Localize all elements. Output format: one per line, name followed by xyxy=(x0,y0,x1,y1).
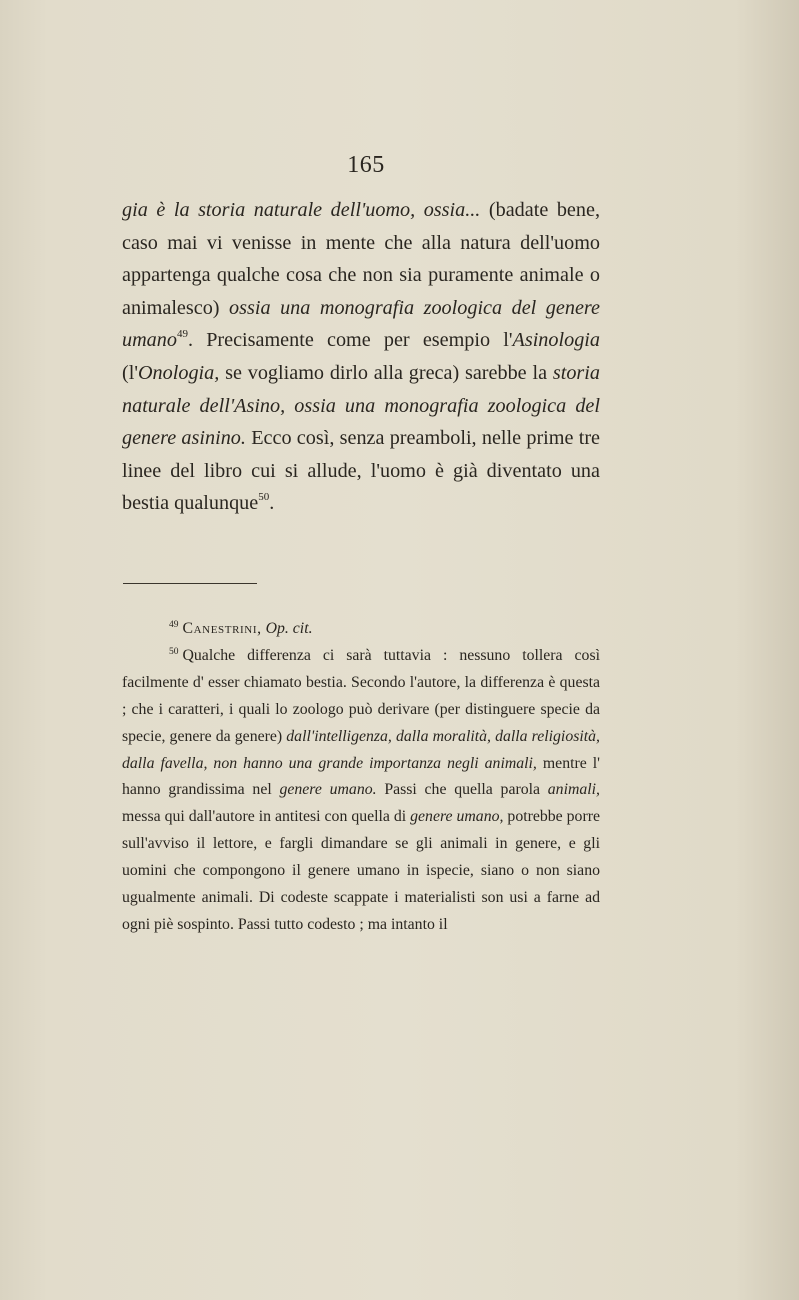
body-text-6: (l' xyxy=(122,361,138,384)
body-italic-1: gia è la storia naturale dell'uomo, ossia... xyxy=(122,199,481,221)
body-text-8: se vogliamo dirlo alla greca) sarebbe la xyxy=(219,361,553,384)
footnote-50-italic-8: genere umano, xyxy=(410,808,504,826)
body-text-11: . xyxy=(269,492,275,515)
footnote-50-italic-2: dall'intelligenza, dalla moralità, dalla religiosità, dalla favella, non hanno una grande importanza negli animali, xyxy=(122,727,600,772)
footnote-ref-50: 50 xyxy=(258,491,270,504)
body-italic-3: ossia una monografia zoologica del genere umano xyxy=(122,296,600,352)
footnotes xyxy=(122,616,600,939)
main-paragraph xyxy=(122,194,600,520)
footnote-50-text-9: potrebbe porre sull'avviso il lettore, e fargli dimandare se gli animali in genere, e gli uomini che compongono il genere umano in ispecie, siano o non siano ugualmente animali. Di codeste scappate i materialisti son usi a farne ad ogni piè sospinto. Passi tutto codesto ; ma intanto il xyxy=(122,808,600,933)
footnote-50-number: 50 xyxy=(169,646,179,657)
footnote-49 xyxy=(122,616,600,643)
footnote-50-text-5: Passi che quella parola xyxy=(376,781,548,799)
body-text-10: Ecco così, senza preamboli, nelle prime tre linee del libro cui si allude, l'uomo è già diventato una bestia qualunque xyxy=(122,427,600,515)
footnote-50 xyxy=(122,643,600,939)
page-number: 165 xyxy=(347,152,385,178)
body-italic-5: Asinologia xyxy=(512,329,600,352)
footnote-ref-49: 49 xyxy=(176,328,188,341)
body-text-2: (badate bene, caso mai vi venisse in mente che alla natura dell'uomo appartenga qualche cosa che non sia puramente animale o animalesco) xyxy=(122,199,600,319)
body-text-4: . Precisamente come per esempio l' xyxy=(187,329,513,352)
footnote-49-author: Canestrini, xyxy=(182,620,262,637)
footnote-50-italic-4: genere umano. xyxy=(279,781,377,799)
footnote-separator xyxy=(123,583,257,584)
footnote-49-number: 49 xyxy=(169,620,179,630)
footnote-50-text-1: Qualche differenza ci sarà tuttavia : nessuno tollera così facilmente d' esser chiamato bestia. Secondo l'autore, la differenza è questa ; che i caratteri, i quali lo zoologo può derivare (per distinguere specie da specie, genere da genere) xyxy=(122,646,600,745)
body-italic-9: storia naturale dell'Asino, ossia una monografia zoologica del genere asinino. xyxy=(122,361,600,450)
footnote-50-italic-6: animali, xyxy=(547,781,601,799)
footnote-50-text-7: messa qui dall'autore in antitesi con quella di xyxy=(122,808,411,826)
footnote-49-ref: Op. cit. xyxy=(265,620,313,637)
footnote-50-text-3: mentre l' hanno grandissima nel xyxy=(122,754,600,799)
body-italic-7: Onologia, xyxy=(137,361,220,384)
